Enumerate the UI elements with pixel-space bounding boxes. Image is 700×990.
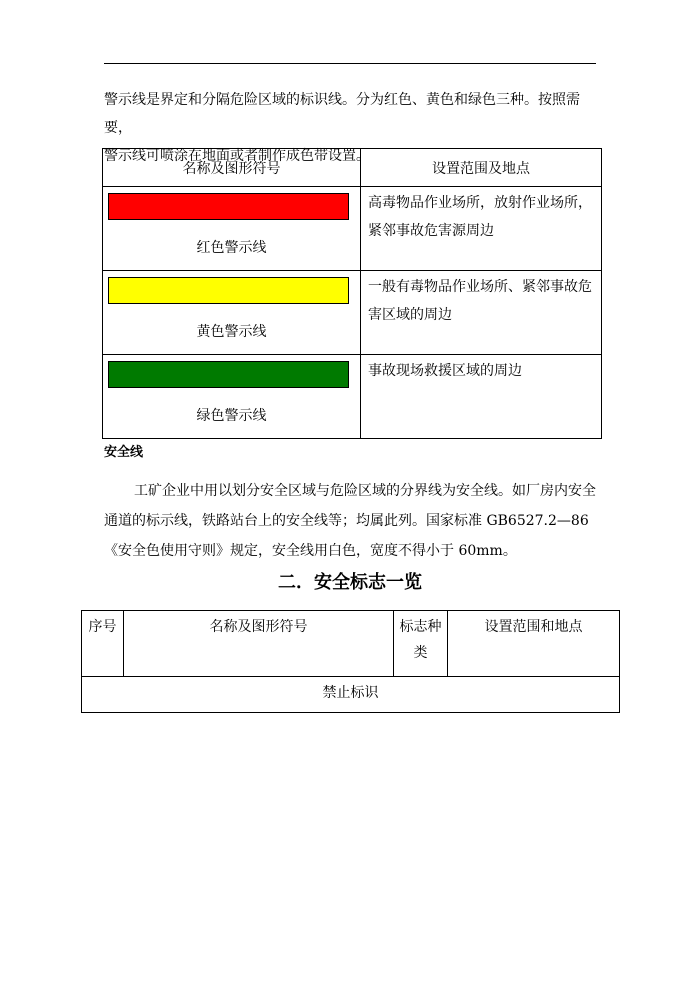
safety-line-paragraph: 工矿企业中用以划分安全区域与危险区域的分界线为安全线。如厂房内安全通道的标示线，铁路站台上的安全线等；均属此列。国家标准 GB6527.2—86《安全色使用守则》规定，安全线用白色，宽度不得小于 60mm。 [104,483,596,559]
safety-signs-table [81,610,620,713]
category-row [82,677,620,713]
place-cell: 一般有毒物品作业场所、紧邻事故危害区域的周边 [361,271,602,355]
column-header-place: 设置范围及地点 [361,149,602,187]
column-header-place: 设置范围和地点 [448,611,620,677]
symbol-cell [103,355,361,439]
line-name: 绿色警示线 [196,408,267,424]
intro-line-1: 警示线是界定和分隔危险区域的标识线。分为红色、黄色和绿色三种。按照需要， [104,92,580,136]
line-name: 红色警示线 [196,240,267,256]
table-row [103,187,602,271]
column-header-kind: 标志种类 [394,611,448,677]
column-header-name: 名称及图形符号 [103,149,361,187]
place-cell: 事故现场救援区域的周边 [361,355,602,439]
table-header-row [82,611,620,677]
table-row [103,271,602,355]
place-cell: 高毒物品作业场所，放射作业场所，紧邻事故危害源周边 [361,187,602,271]
section-heading-safety-line: 安全线 [104,445,144,460]
table-header-row [103,149,602,187]
section-heading-signs: 二．安全标志一览 [278,572,422,593]
category-label: 禁止标识 [82,677,620,713]
header-rule [104,63,596,64]
column-header-name: 名称及图形符号 [124,611,394,677]
red-warning-swatch [108,193,349,220]
yellow-warning-swatch [108,277,349,304]
line-name: 黄色警示线 [196,324,267,340]
symbol-cell [103,271,361,355]
table-row [103,355,602,439]
symbol-cell [103,187,361,271]
intro-line-2: 警示线可喷涂在地面或者制作成色带设置。 [104,148,370,164]
green-warning-swatch [108,361,349,388]
column-header-no: 序号 [82,611,124,677]
warning-line-table [102,148,602,439]
